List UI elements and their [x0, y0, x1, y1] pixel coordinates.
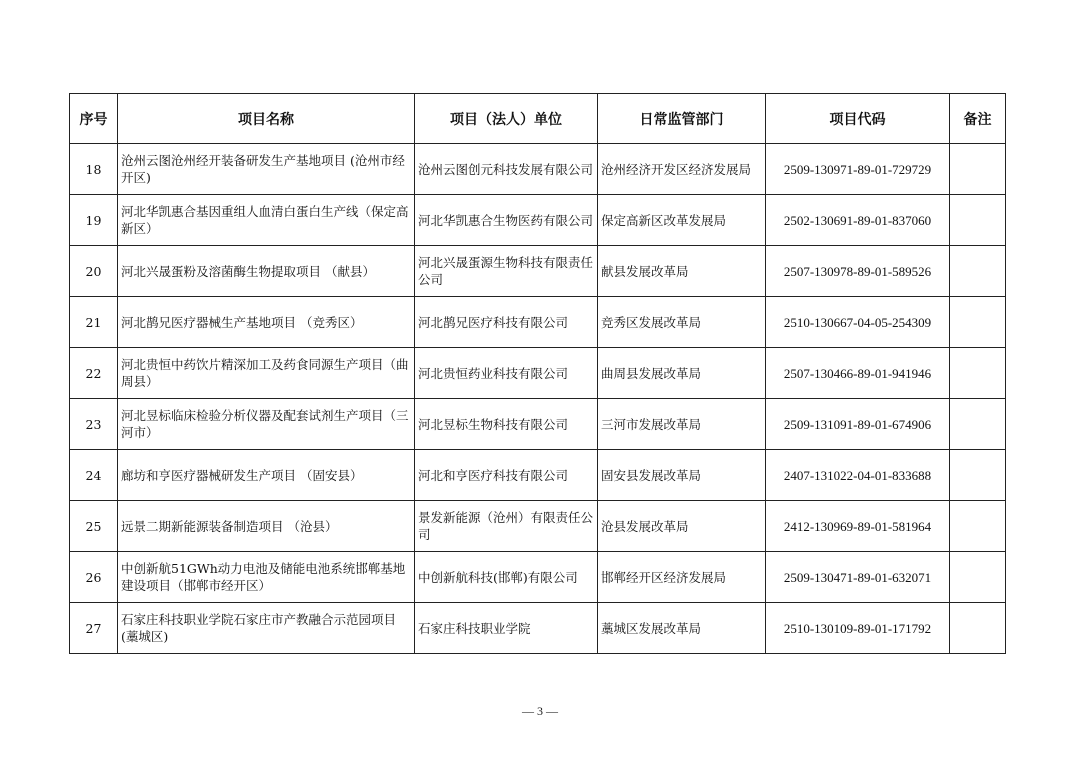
- cell-dept: 邯郸经开区经济发展局: [598, 552, 766, 603]
- project-table-container: [69, 93, 1005, 654]
- cell-name: 沧州云图沧州经开装备研发生产基地项目 (沧州市经开区): [118, 144, 415, 195]
- header-code: 项目代码: [766, 94, 950, 144]
- table-header-row: [70, 94, 1006, 144]
- cell-no: 23: [70, 399, 118, 450]
- cell-note: [950, 603, 1006, 654]
- cell-unit: 河北兴晟蛋源生物科技有限责任公司: [415, 246, 598, 297]
- table-row: [70, 603, 1006, 654]
- cell-dept: 献县发展改革局: [598, 246, 766, 297]
- cell-unit: 中创新航科技(邯郸)有限公司: [415, 552, 598, 603]
- cell-code: 2509-130471-89-01-632071: [766, 552, 950, 603]
- cell-no: 21: [70, 297, 118, 348]
- table-row: [70, 348, 1006, 399]
- cell-dept: 保定高新区改革发展局: [598, 195, 766, 246]
- cell-name: 远景二期新能源装备制造项目 （沧县）: [118, 501, 415, 552]
- cell-code: 2502-130691-89-01-837060: [766, 195, 950, 246]
- cell-dept: 沧县发展改革局: [598, 501, 766, 552]
- cell-note: [950, 501, 1006, 552]
- cell-unit: 河北昱标生物科技有限公司: [415, 399, 598, 450]
- cell-note: [950, 348, 1006, 399]
- cell-no: 25: [70, 501, 118, 552]
- cell-unit: 河北和亨医疗科技有限公司: [415, 450, 598, 501]
- table-row: [70, 195, 1006, 246]
- cell-note: [950, 246, 1006, 297]
- header-no: 序号: [70, 94, 118, 144]
- cell-no: 22: [70, 348, 118, 399]
- header-note: 备注: [950, 94, 1006, 144]
- cell-code: 2507-130466-89-01-941946: [766, 348, 950, 399]
- cell-dept: 藁城区发展改革局: [598, 603, 766, 654]
- cell-no: 24: [70, 450, 118, 501]
- cell-name: 河北鹊兄医疗器械生产基地项目 （竞秀区）: [118, 297, 415, 348]
- header-unit: 项目（法人）单位: [415, 94, 598, 144]
- cell-note: [950, 144, 1006, 195]
- cell-code: 2412-130969-89-01-581964: [766, 501, 950, 552]
- header-name: 项目名称: [118, 94, 415, 144]
- cell-name: 廊坊和亨医疗器械研发生产项目 （固安县）: [118, 450, 415, 501]
- cell-unit: 景发新能源（沧州）有限责任公司: [415, 501, 598, 552]
- project-table: [69, 93, 1006, 654]
- cell-code: 2507-130978-89-01-589526: [766, 246, 950, 297]
- cell-note: [950, 552, 1006, 603]
- header-dept: 日常监管部门: [598, 94, 766, 144]
- table-row: [70, 552, 1006, 603]
- cell-no: 20: [70, 246, 118, 297]
- cell-unit: 河北贵恒药业科技有限公司: [415, 348, 598, 399]
- table-row: [70, 144, 1006, 195]
- cell-name: 河北华凯惠合基因重组人血清白蛋白生产线（保定高新区）: [118, 195, 415, 246]
- cell-note: [950, 195, 1006, 246]
- cell-note: [950, 297, 1006, 348]
- cell-unit: 沧州云图创元科技发展有限公司: [415, 144, 598, 195]
- cell-note: [950, 399, 1006, 450]
- cell-no: 27: [70, 603, 118, 654]
- cell-code: 2407-131022-04-01-833688: [766, 450, 950, 501]
- cell-unit: 河北华凯惠合生物医药有限公司: [415, 195, 598, 246]
- cell-dept: 竞秀区发展改革局: [598, 297, 766, 348]
- cell-dept: 沧州经济开发区经济发展局: [598, 144, 766, 195]
- page-number: — 3 —: [522, 704, 558, 718]
- cell-code: 2510-130109-89-01-171792: [766, 603, 950, 654]
- cell-name: 河北贵恒中药饮片精深加工及药食同源生产项目（曲周县）: [118, 348, 415, 399]
- cell-unit: 河北鹊兄医疗科技有限公司: [415, 297, 598, 348]
- cell-name: 河北昱标临床检验分析仪器及配套试剂生产项目（三河市）: [118, 399, 415, 450]
- cell-unit: 石家庄科技职业学院: [415, 603, 598, 654]
- table-row: [70, 450, 1006, 501]
- cell-code: 2509-130971-89-01-729729: [766, 144, 950, 195]
- cell-name: 石家庄科技职业学院石家庄市产教融合示范园项目(藁城区): [118, 603, 415, 654]
- cell-no: 18: [70, 144, 118, 195]
- cell-no: 19: [70, 195, 118, 246]
- cell-code: 2510-130667-04-05-254309: [766, 297, 950, 348]
- cell-dept: 三河市发展改革局: [598, 399, 766, 450]
- table-row: [70, 501, 1006, 552]
- table-row: [70, 246, 1006, 297]
- cell-dept: 曲周县发展改革局: [598, 348, 766, 399]
- cell-name: 中创新航51GWh动力电池及储能电池系统邯郸基地建设项目（邯郸市经开区）: [118, 552, 415, 603]
- cell-name: 河北兴晟蛋粉及溶菌酶生物提取项目 （献县）: [118, 246, 415, 297]
- table-row: [70, 399, 1006, 450]
- cell-no: 26: [70, 552, 118, 603]
- cell-note: [950, 450, 1006, 501]
- cell-dept: 固安县发展改革局: [598, 450, 766, 501]
- table-row: [70, 297, 1006, 348]
- cell-code: 2509-131091-89-01-674906: [766, 399, 950, 450]
